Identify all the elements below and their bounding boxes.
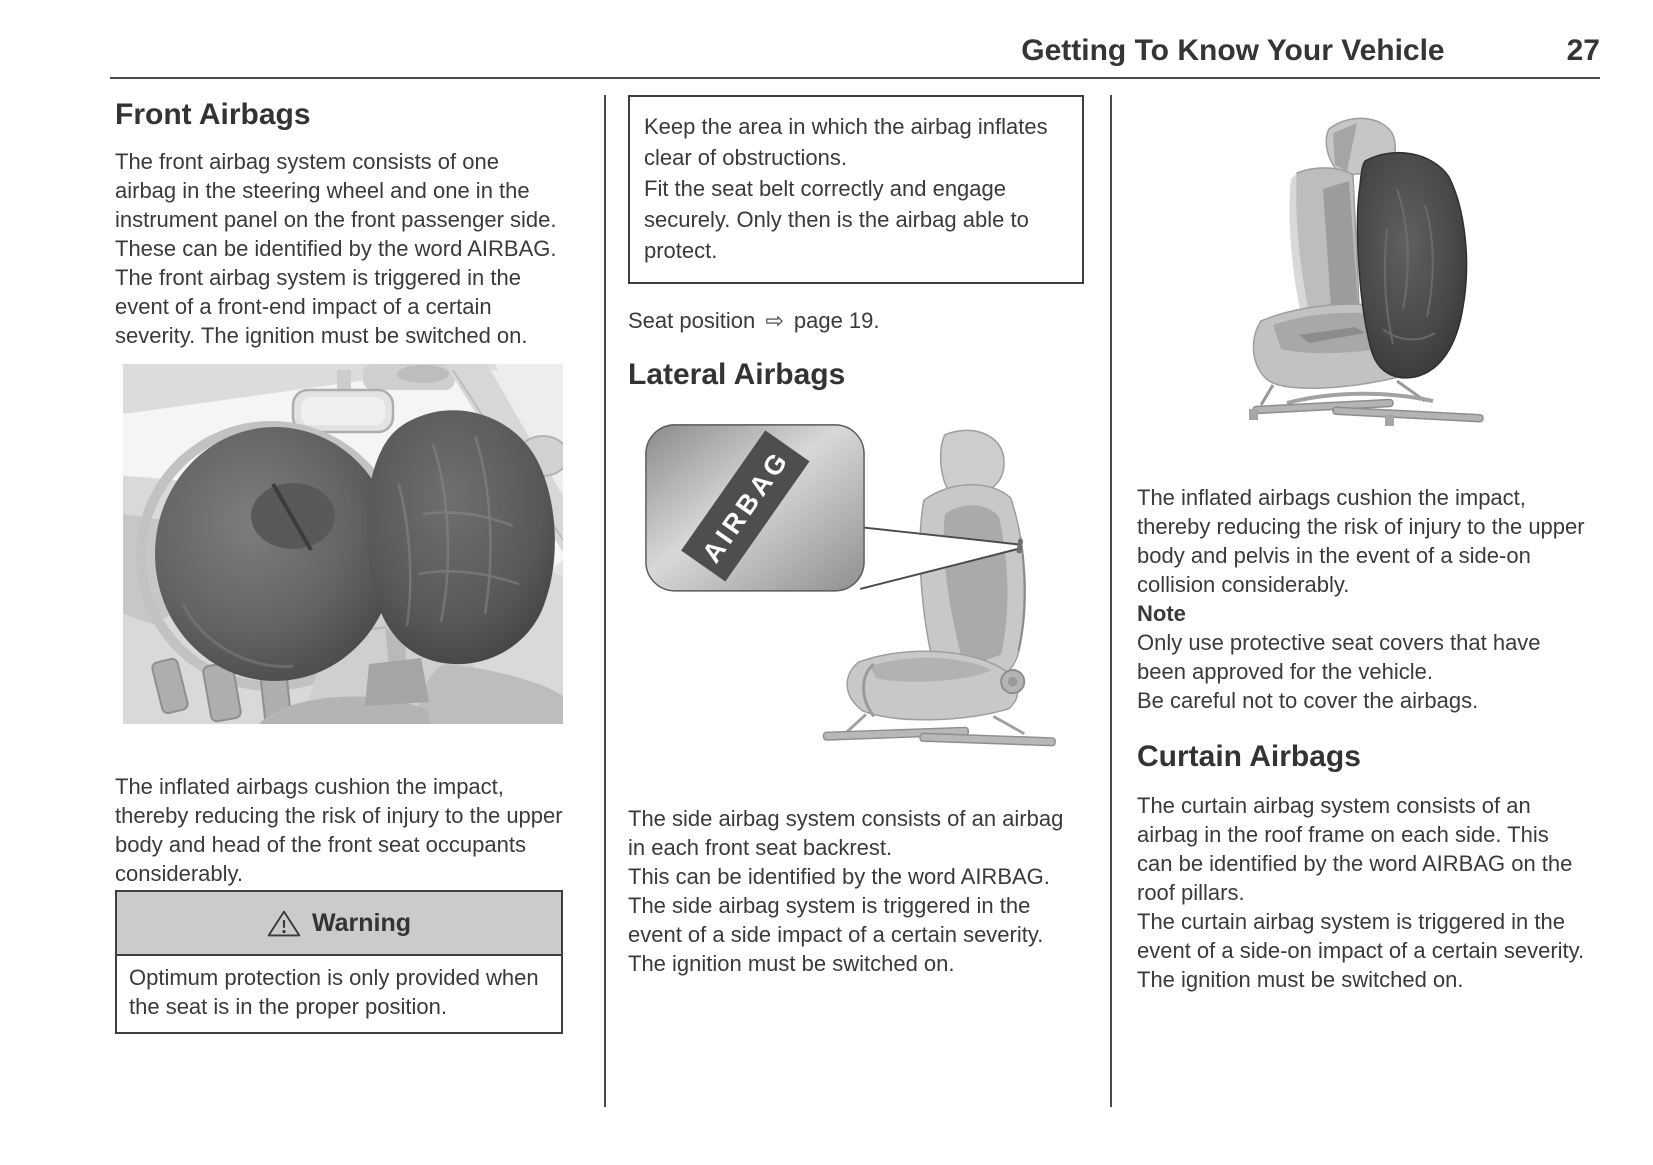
curtain-para2: The curtain airbag system is triggered in the event of a side-on impact of a certain severity. The ignition must be switched on. <box>1137 909 1585 992</box>
lateral-airbags-heading: Lateral Airbags <box>628 358 846 391</box>
car-interior-airbags-image <box>123 364 563 724</box>
seat-ref-page: page 19. <box>787 308 880 333</box>
curtain-para1: The curtain airbag system consists of an airbag in the roof frame on each side. This can be identified by the word AIRBAG on the roof pillars. <box>1137 793 1573 905</box>
note-line2: Be careful not to cover the airbags. <box>1137 688 1479 713</box>
driver-airbag-shape <box>155 427 395 681</box>
caution-box-line1: Keep the area in which the airbag inflates clear of obstructions. <box>644 114 1048 170</box>
inflated-side-airbag-shape <box>1358 153 1467 378</box>
chapter-title: Getting To Know Your Vehicle <box>1021 34 1445 67</box>
side-airbag-illustration <box>1237 109 1487 429</box>
lateral-para2: This can be identified by the word AIRBAG. <box>628 864 1050 889</box>
page-header <box>110 34 1600 68</box>
seat-ref-text: Seat position <box>628 308 762 333</box>
page-number: 27 <box>1566 34 1600 67</box>
airbag-label-text: AIRBAG <box>696 444 796 569</box>
warning-body <box>117 956 561 1032</box>
passenger-airbag-shape <box>367 410 555 664</box>
seat-airbag-callout-image <box>634 421 1069 754</box>
airbag-caution-box <box>628 95 1084 284</box>
front-airbags-para3: The inflated airbags cushion the impact, thereby reducing the risk of injury to the upper body and head of the front seat occupants considerably. <box>115 774 563 886</box>
note-label: Note <box>1137 601 1186 626</box>
warning-triangle-icon <box>267 909 301 938</box>
note-line1: Only use protective seat covers that have been approved for the vehicle. <box>1137 630 1541 684</box>
column-lateral-airbags <box>628 95 1084 978</box>
front-airbags-heading: Front Airbags <box>115 98 311 131</box>
column-front-airbags <box>115 95 563 1034</box>
curtain-airbags-heading: Curtain Airbags <box>1137 740 1361 773</box>
caution-box-line2: Fit the seat belt correctly and engage securely. Only then is the airbag able to protect. <box>644 176 1029 263</box>
front-airbags-illustration <box>123 364 563 724</box>
front-airbags-para1: The front airbag system consists of one airbag in the steering wheel and one in the instrument panel on the front passenger side. These can be identified by the word AIRBAG. <box>115 149 557 261</box>
lateral-airbag-illustration <box>634 421 1069 754</box>
lateral-para1: The side airbag system consists of an airbag in each front seat backrest. <box>628 806 1064 860</box>
side-airbag-para1: The inflated airbags cushion the impact, thereby reducing the risk of injury to the upper body and pelvis in the event of a side-on collision considerably. <box>1137 485 1585 597</box>
seat-position-reference <box>628 306 1084 335</box>
warning-header <box>117 892 561 956</box>
warning-title: Warning <box>311 908 412 937</box>
column-divider-1 <box>604 95 606 1107</box>
seat-inflated-side-airbag-image <box>1237 109 1487 429</box>
warning-text: Optimum protection is only provided when the seat is in the proper position. <box>129 965 539 1019</box>
warning-box <box>115 890 563 1034</box>
column-curtain-airbags <box>1137 95 1587 994</box>
page-ref-arrow-icon: ⇨ <box>765 308 784 333</box>
header-rule <box>110 77 1600 79</box>
column-divider-2 <box>1110 95 1112 1107</box>
lateral-para3: The side airbag system is triggered in the event of a side impact of a certain severity. The ignition must be switched on. <box>628 893 1044 976</box>
front-airbags-para2: The front airbag system is triggered in the event of a front-end impact of a certain severity. The ignition must be switched on. <box>115 265 528 348</box>
